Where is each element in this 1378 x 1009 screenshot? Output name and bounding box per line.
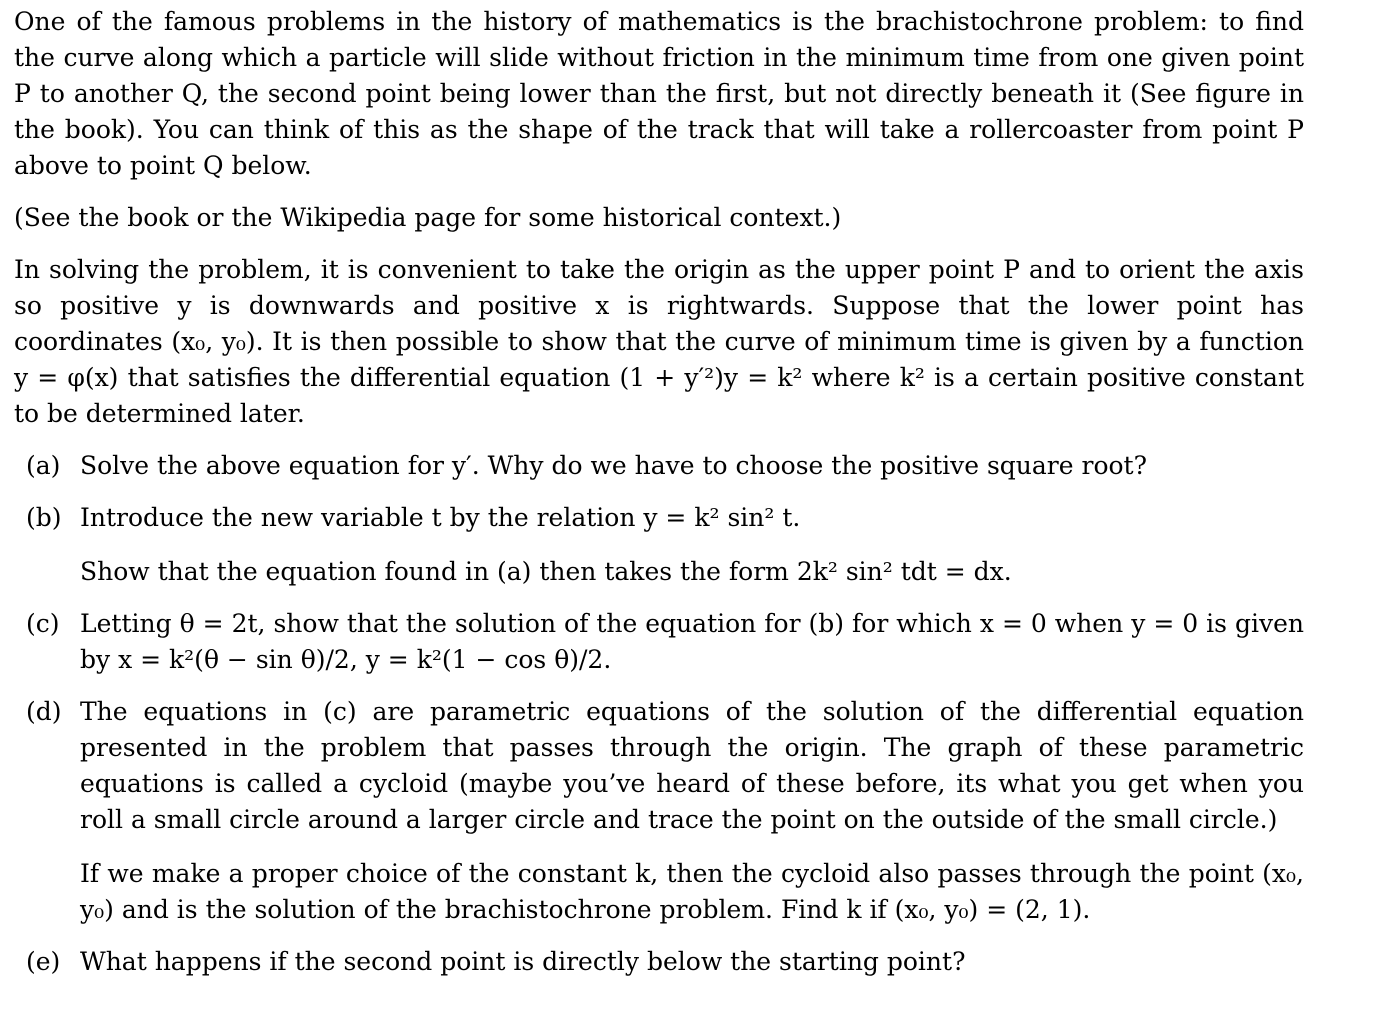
part-body bbox=[80, 448, 1304, 484]
setup-paragraph: In solving the problem, it is convenient to take the origin as the upper point P and to orient the axis so positive y is downwards and positive x is rightwards. Suppose that the lower point has coordinates (x₀, y₀). It is then possible to show that the curve of minimum time is given by a function y = φ(x) that satisfies the differential equation (1 + y′²)y = k² where k² is a certain positive constant to be determined later. bbox=[14, 255, 1304, 428]
part-text: Introduce the new variable t by the relation y = k² sin² t. bbox=[80, 503, 801, 532]
part-body bbox=[80, 606, 1304, 678]
part-label: (a) bbox=[26, 451, 61, 480]
intro-paragraph: One of the famous problems in the history of mathematics is the brachistochrone problem: to find the curve along which a particle will slide without friction in the minimum time from one given point P to another Q, the second point being lower than the first, but not directly beneath it (See figure in the book). You can think of this as the shape of the track that will take a rollercoaster from point P above to point Q below. bbox=[14, 7, 1304, 180]
part-text: If we make a proper choice of the constant k, then the cycloid also passes through the point (x₀, y₀) and is the solution of the brachistochrone problem. Find k if (x₀, y₀) = (2, 1). bbox=[80, 859, 1304, 924]
context-paragraph: (See the book or the Wikipedia page for some historical context.) bbox=[14, 203, 842, 232]
part-text: Show that the equation found in (a) then takes the form 2k² sin² tdt = dx. bbox=[80, 557, 1012, 586]
part-label: (b) bbox=[26, 503, 62, 532]
part-b bbox=[14, 500, 1304, 590]
part-e bbox=[14, 944, 1304, 980]
part-a bbox=[14, 448, 1304, 484]
part-d bbox=[14, 694, 1304, 928]
part-text: The equations in (c) are parametric equations of the solution of the differential equation presented in the problem that passes through the origin. The graph of these parametric equations is called a cycloid (maybe you’ve heard of these before, its what you get when you roll a small circle around a larger circle and trace the point on the outside of the small circle.) bbox=[80, 697, 1304, 834]
part-label: (d) bbox=[26, 697, 62, 726]
part-label: (e) bbox=[26, 947, 61, 976]
part-body bbox=[80, 500, 1304, 590]
part-body bbox=[80, 694, 1304, 928]
part-label: (c) bbox=[26, 609, 60, 638]
part-text: What happens if the second point is directly below the starting point? bbox=[80, 947, 966, 976]
part-c bbox=[14, 606, 1304, 678]
part-text: Solve the above equation for y′. Why do we have to choose the positive square root? bbox=[80, 451, 1148, 480]
part-body bbox=[80, 944, 1304, 980]
part-text: Letting θ = 2t, show that the solution of the equation for (b) for which x = 0 when y = 0 is given by x = k²(θ − sin θ)/2, y = k²(1 − cos θ)/2. bbox=[80, 609, 1304, 674]
